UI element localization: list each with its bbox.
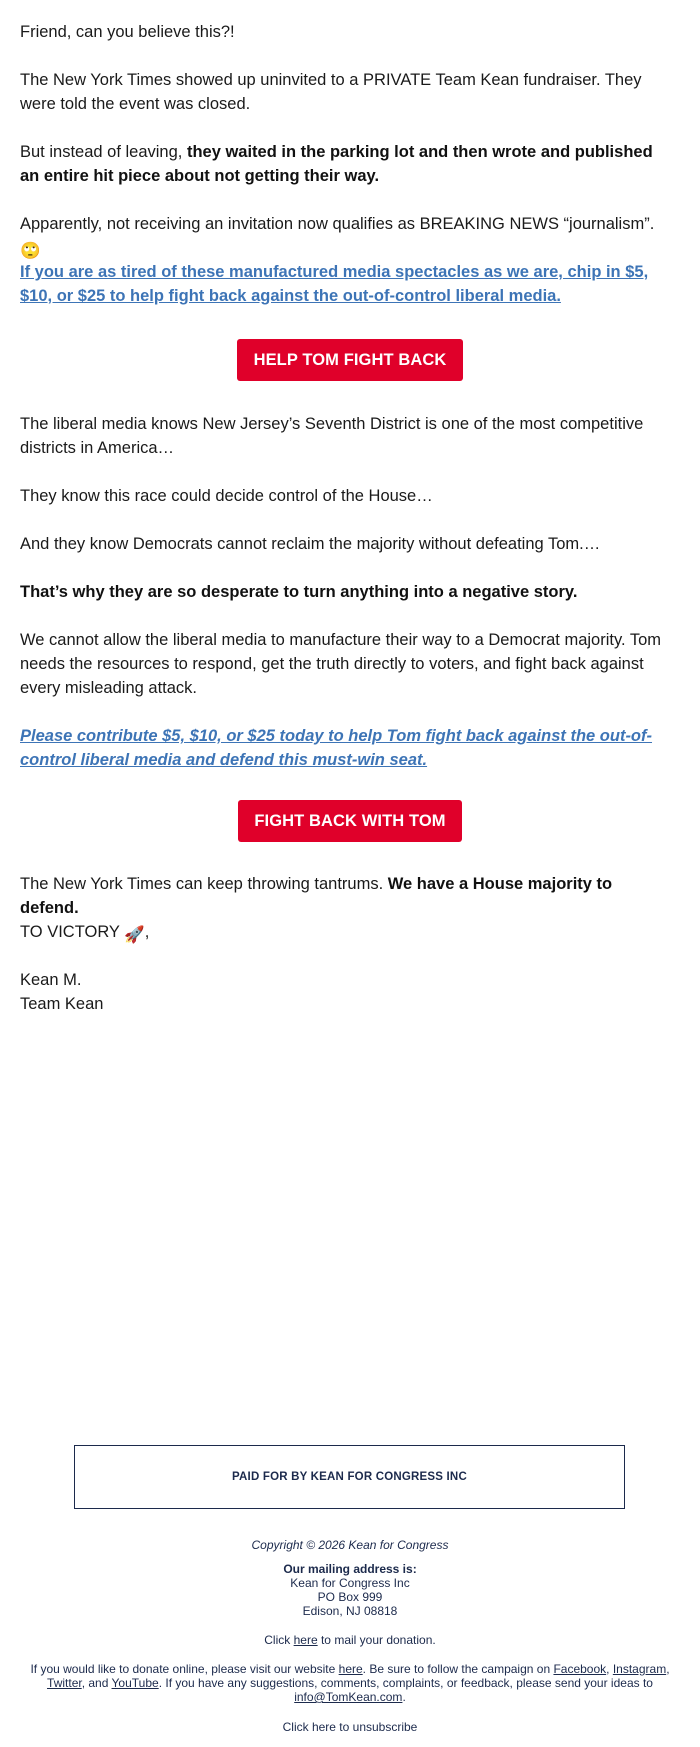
paragraph-parking-lot-lead: But instead of leaving, <box>20 143 187 161</box>
paid-for-box <box>74 1445 625 1509</box>
signature-team: Team Kean <box>20 995 104 1013</box>
donate-link-1-container <box>20 260 675 308</box>
paragraph-tantrums-text: The New York Times can keep throwing tantrums. <box>20 875 388 893</box>
signoff-text: TO VICTORY <box>20 923 120 941</box>
mail-donation-line <box>0 1633 700 1647</box>
donate-online-paragraph <box>28 1662 672 1704</box>
youtube-link[interactable]: YouTube <box>111 1676 159 1690</box>
instagram-link[interactable]: Instagram <box>612 1662 667 1676</box>
fight-back-with-tom-button[interactable]: FIGHT BACK WITH TOM <box>238 800 462 842</box>
signoff <box>20 920 675 947</box>
mailing-address-label: Our mailing address is: <box>283 1562 417 1576</box>
paragraph-nyt-showed-up: The New York Times showed up uninvited to a PRIVATE Team Kean fundraiser. They were told the event was closed. <box>20 71 642 113</box>
unsubscribe-link[interactable]: Click here to unsubscribe <box>282 1720 418 1734</box>
donate-link-2-container <box>20 724 675 772</box>
donate-link-contribute[interactable]: Please contribute $5, $10, or $25 today to help Tom fight back against the out-of-control liberal media and defend this must-win seat. <box>20 727 653 769</box>
final-period: . <box>402 1690 406 1704</box>
paragraph-resources: We cannot allow the liberal media to manufacture their way to a Democrat majority. Tom needs the resources to respond, get the truth directly to voters, and fight back against every misleading attack. <box>20 631 662 697</box>
mail-donation-pre: Click <box>264 1633 294 1647</box>
comma-1: , <box>606 1662 613 1676</box>
paragraph-negative-story: That’s why they are so desperate to turn anything into a negative story. <box>20 583 578 601</box>
greeting: Friend, can you believe this?! <box>20 23 235 41</box>
signature-name: Kean M. <box>20 971 82 989</box>
paragraph-control-of-house: They know this race could decide control of the House… <box>20 487 433 505</box>
twitter-link[interactable]: Twitter <box>47 1676 82 1690</box>
mail-donation-post: to mail your donation. <box>317 1633 436 1647</box>
paragraph-seventh-district: The liberal media knows New Jersey’s Seventh District is one of the most competitive districts in America… <box>20 415 644 457</box>
donate-online-end: . If you have any suggestions, comments, complaints, or feedback, please send your ideas to <box>158 1676 653 1690</box>
eye-roll-emoji-icon: 🙄 <box>20 242 41 260</box>
paragraph-breaking-news <box>20 212 675 263</box>
paragraph-defeating-tom: And they know Democrats cannot reclaim the majority without defeating Tom.… <box>20 535 601 553</box>
donate-online-pre: If you would like to donate online, please visit our website <box>30 1662 339 1676</box>
help-tom-fight-back-button[interactable]: HELP TOM FIGHT BACK <box>237 339 463 381</box>
paragraph-parking-lot <box>20 140 675 188</box>
copyright: Copyright © 2026 Kean for Congress <box>251 1538 449 1552</box>
paragraph-parking-lot-bold: they waited in the parking lot and then wrote and published an entire hit piece about not getting their way. <box>20 143 653 185</box>
and-text: , and <box>81 1676 112 1690</box>
mailing-address-line1: Kean for Congress Inc <box>290 1576 410 1590</box>
paid-for-disclaimer: PAID FOR BY KEAN FOR CONGRESS INC <box>232 1471 467 1483</box>
donate-link-chip-in[interactable]: If you are as tired of these manufactured media spectacles as we are, chip in $5, $10, or $25 to help fight back against the out-of-control liberal media. <box>20 263 649 305</box>
mailing-address-line2: PO Box 999 <box>317 1590 383 1604</box>
mail-donation-here-link[interactable]: here <box>293 1633 318 1647</box>
paragraph-tantrums <box>20 872 675 920</box>
mailing-address-line3: Edison, NJ 08818 <box>302 1604 398 1618</box>
paragraph-tantrums-bold: We have a House majority to defend. <box>20 875 613 917</box>
facebook-link[interactable]: Facebook <box>553 1662 607 1676</box>
donate-online-mid: . Be sure to follow the campaign on <box>362 1662 554 1676</box>
rocket-emoji-icon: 🚀 <box>124 926 145 944</box>
signoff-comma: , <box>144 923 150 941</box>
website-here-link[interactable]: here <box>338 1662 363 1676</box>
paragraph-breaking-news-text: Apparently, not receiving an invitation now qualifies as BREAKING NEWS “journalism”. <box>20 215 655 233</box>
comma-2: , <box>666 1662 670 1676</box>
contact-email-link[interactable]: info@TomKean.com <box>294 1690 403 1704</box>
